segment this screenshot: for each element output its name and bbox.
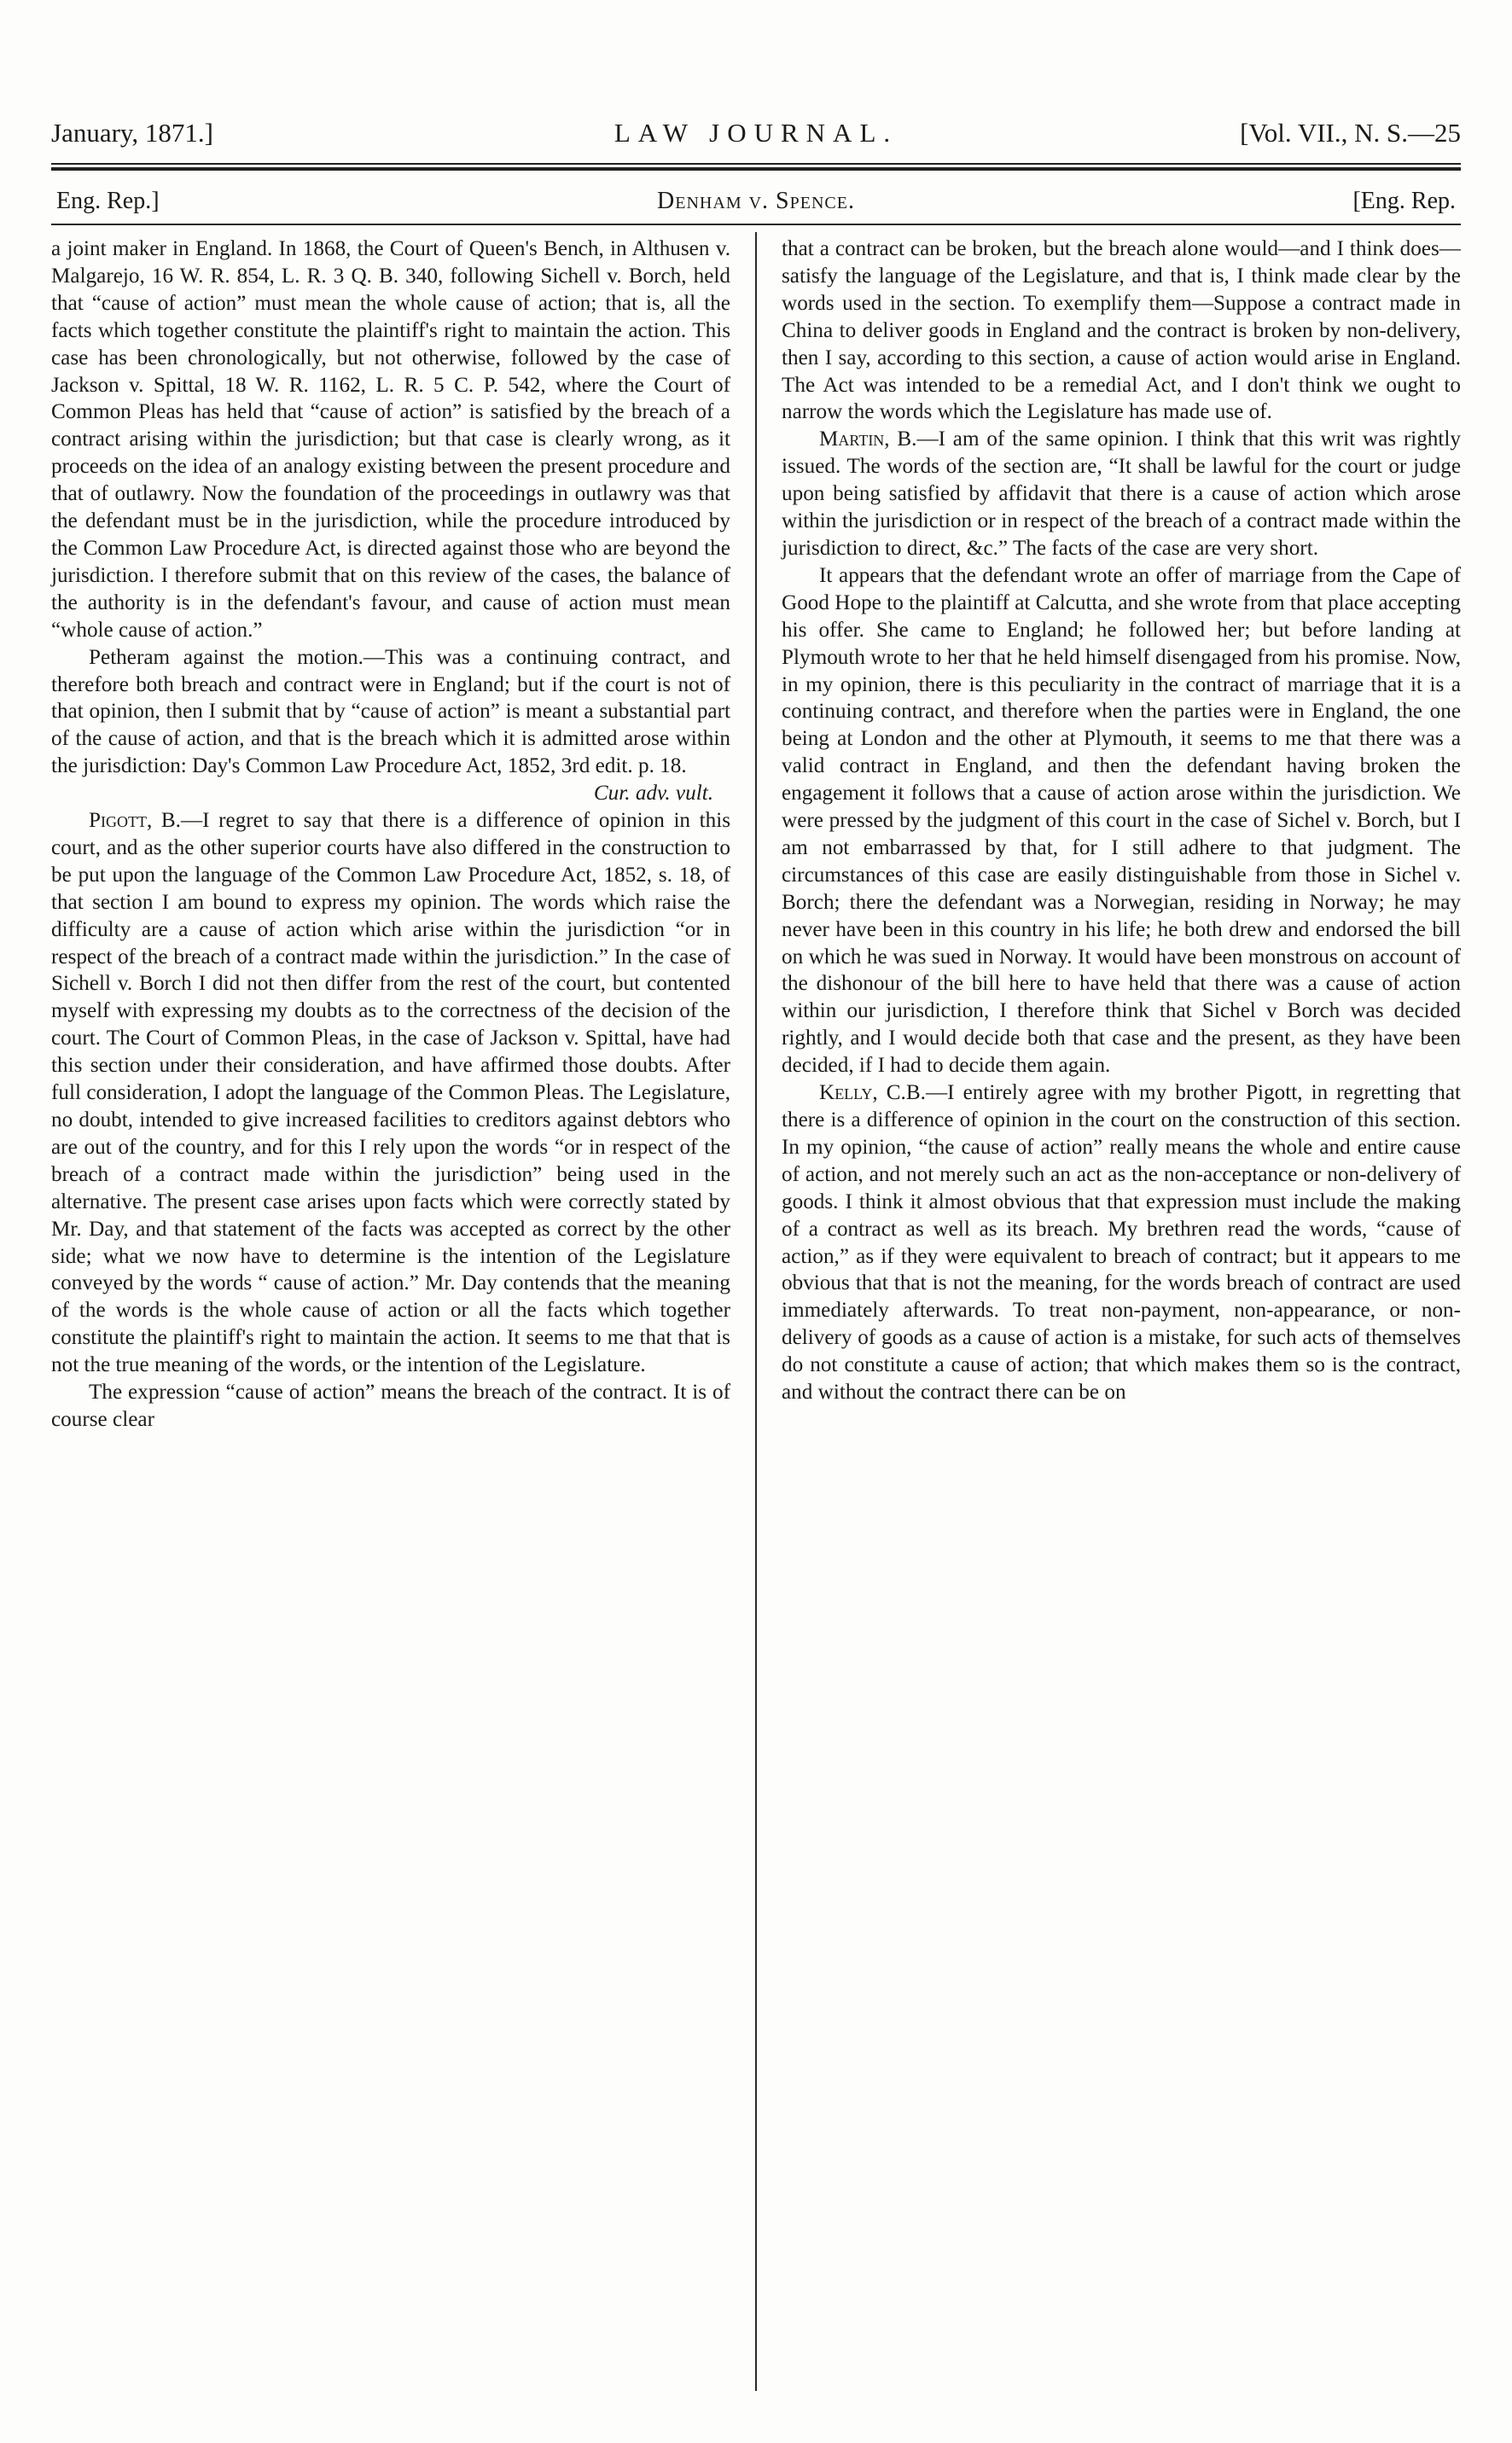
judgment-text: —I entirely agree with my brother Pigott, in regretting that there is a difference of opinion in the court on the construction of this section. In my opinion, “the cause of action” really means the whole and entire cause of action, and not merely such an act as the non-acceptance or non-delivery of goods. I think it almost obvious that that expression must include the making of a contract as well as its breach. My brethren read the words, “cause of action,” as if they were equivalent to breach of contract; but it appears to me obvious that that is not the meaning, for the words breach of contract are used immediately afterwards. To treat non-payment, non-appearance, or non-delivery of goods as a cause of action is a mistake, for such acts of themselves do not constitute a cause of action; that which makes them so is the contract, and without the contract there can be on xyxy=(782,1081,1461,1405)
judgment-text: —I am of the same opinion. I think that this writ was rightly issued. The words of the section are, “It shall be lawful for the court or judge upon being satisfied by affidavit that there is a cause of action which arose within the jurisdiction or in respect of the breach of a contract made within the jurisdiction to direct, &c.” The facts of the case are very short. xyxy=(782,428,1461,560)
martin-judgment-facts: It appears that the defendant wrote an offer of marriage from the Cape of Good Hope to the plaintiff at Calcutta, and she wrote from that place accepting his offer. She came to England; he followed her; but before landing at Plymouth wrote to her that he held himself disengaged from his promise. Now, in my opinion, there is this peculiarity in the contract of marriage that it is a continuing contract, and therefore when the parties were in England, the one being at London and the other at Plymouth, it seems to me that there was a valid contract in England, and then the defendant having broken the engagement it follows that a cause of action arose within the jurisdiction. We were pressed by the judgment of this court in the case of Sichel v. Borch, but I am not embarrassed by that, for I still adhere to that judgment. The circumstances of this case are easily distinguishable from those in Sichel v. Borch; there the defendant was a Norwegian, residing in Norway; he may never have been in this country in his life; he both drew and endorsed the bill on which he was sued in Norway. It would have been monstrous on account of the dishonour of the bill here to have held that there was a cause of action within our jurisdiction, I therefore think that Sichel v Borch was decided rightly, and I would decide both that case and the present, as they have been decided, if I had to decide them again. xyxy=(782,563,1461,1078)
issue-date: January, 1871.] xyxy=(51,118,213,148)
header-rule-thick xyxy=(51,167,1461,171)
case-header-rule xyxy=(51,224,1461,225)
pigott-judgment xyxy=(51,807,730,1379)
judge-name: Pigott, B. xyxy=(89,809,181,833)
journal-title: LAW JOURNAL. xyxy=(614,118,898,148)
judge-name: Kelly, C.B. xyxy=(819,1081,926,1105)
pigott-judgment-continued: The expression “cause of action” means the breach of the contract. It is of course clear xyxy=(51,1381,730,1431)
running-head xyxy=(51,118,1461,155)
martin-judgment xyxy=(782,426,1461,562)
petheram-argument: Petheram against the motion.—This was a continuing contract, and therefore both breach and contract were in England; but if the court is not of that opinion, then I submit that by “cause of action” is meant a substantial part of the cause of action, and that is the breach which it is admitted arose within the jurisdiction: Day's Common Law Procedure Act, 1852, 3rd edit. p. 18. xyxy=(51,645,730,778)
judgment-text: —I regret to say that there is a difference of opinion in this court, and as the other superior courts have also differed in the construction to be put upon the language of the Common Law Procedure Act, 1852, s. 18, of that section I am bound to express my opinion. The words which raise the difficulty are a cause of action which arise within the jurisdiction “or in respect of the breach of a contract made within the jurisdiction.” In the case of Sichell v. Borch I did not then differ from the rest of the court, but contented myself with expressing my doubts as to the correctness of the decision of the court. The Court of Common Pleas, in the case of Jackson v. Spittal, have had this section under their consideration, and have affirmed those doubts. After full consideration, I adopt the language of the Common Pleas. The Legislature, no doubt, intended to give increased facilities to creditors against debtors who are out of the country, and for this I rely upon the words “or in respect of the breach of a contract made within the jurisdiction” being used in the alternative. The present case arises upon facts which were correctly stated by Mr. Day, and that statement of the facts was accepted as correct by the other side; what we now have to determine is the intention of the Legislature conveyed by the words “ cause of action.” Mr. Day contends that the meaning of the words is the whole cause of action or all the facts which together constitute the plaintiff's right to maintain the action. It seems to me that that is not the true meaning of the words, or the intention of the Legislature. xyxy=(51,809,730,1377)
report-label-left: Eng. Rep.] xyxy=(56,188,160,214)
column-divider xyxy=(755,232,757,2391)
case-title: Denham v. Spence. xyxy=(657,188,855,214)
pigott-judgment-conclusion: that a contract can be broken, but the breach alone would—and I think does—satisfy the language of the Legislature, and that is, I think made clear by the words used in the section. To exemplify them—Suppose a contract made in China to deliver goods in England and the contract is broken by non-delivery, then I say, according to this section, a cause of action would arise in England. The Act was intended to be a remedial Act, and I don't think we ought to narrow the words which the Legislature has made use of. xyxy=(782,237,1461,424)
right-column xyxy=(782,236,1461,1406)
case-header xyxy=(51,188,1461,222)
header-rule-thin xyxy=(51,163,1461,165)
report-label-right: [Eng. Rep. xyxy=(1352,188,1456,214)
judge-name: Martin, B. xyxy=(819,428,917,451)
curia-advisari-vult: Cur. adv. vult. xyxy=(593,782,713,806)
argument-paragraph: a joint maker in England. In 1868, the Court of Queen's Bench, in Althusen v. Malgarejo, 16 W. R. 854, L. R. 3 Q. B. 340, following Sichell v. Borch, held that “cause of action” must mean the whole cause of action; that is, all the facts which together constitute the plaintiff's right to maintain the action. This case has been chronologically, but not otherwise, followed by the case of Jackson v. Spittal, 18 W. R. 1162, L. R. 5 C. P. 542, where the Court of Common Pleas has held that “cause of action” is satisfied by the breach of a contract arising within the jurisdiction; but that case is clearly wrong, as it proceeds on the idea of an analogy existing between the present procedure and that of outlawry. Now the foundation of the proceedings in outlawry was that the defendant must be in the jurisdiction, while the procedure introduced by the Common Law Procedure Act, is directed against those who are beyond the jurisdiction. I therefore submit that on this review of the cases, the balance of the authority is in the defendant's favour, and cause of action must mean “whole cause of action.” xyxy=(51,237,730,642)
kelly-judgment xyxy=(782,1079,1461,1406)
volume-page-number: [Vol. VII., N. S.—25 xyxy=(1240,118,1461,148)
left-column xyxy=(51,236,730,1434)
